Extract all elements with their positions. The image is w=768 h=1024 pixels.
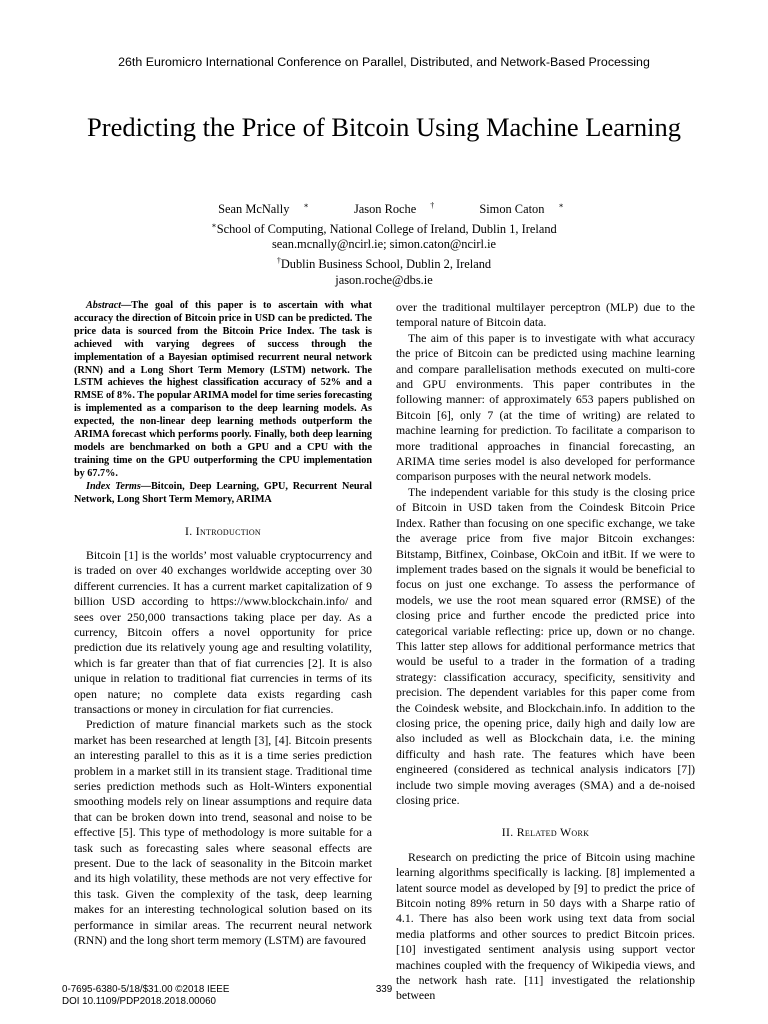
affiliation-2: †Dublin Business School, Dublin 2, Ireland <box>276 256 492 272</box>
right-column <box>396 300 695 1004</box>
section-heading-introduction: I. Introduction <box>184 523 262 538</box>
paragraph: The independent variable for this study is the closing price of Bitcoin in USD taken from the Coindesk Bitcoin Price Index. Rather than focusing on one specific exchange, we take the average price from five major Bitcoin exchanges: Bitstamp, Bitfinex, Coinbase, OkCoin and itBit. If we were to implement trades based on the signals it would be beneficial to focus on just one exchange. To assess the performance of models, we use the root mean squared error (RMSE) of the closing price and further encode the predicted price into categorical variable reflecting: price up, down or no change. This latter step allows for additional performance metrics that would be useful to a trader in the formation of a trading strategy: classification accuracy, specificity, sensitivity and precision. The dependent variables for this paper come from the Coindesk website, and Blockchain.info. In addition to the closing price, the opening price, daily high and daily low are also included as well as Blockchain data, i.e. the mining difficulty and hash rate. The features which have been engineered (considered as technical analysis indicators [7]) include two simple moving averages (SMA) and a de-noised closing price. <box>396 484 695 807</box>
emails-1: sean.mcnally@ncirl.ie; simon.caton@ncirl.ie <box>271 237 497 252</box>
copyright-line: 0-7695-6380-5/18/$31.00 ©2018 IEEE <box>62 984 230 995</box>
index-terms: Index Terms—Bitcoin, Deep Learning, GPU, Recurrent Neural Network, Long Short Term Memory, ARIMA <box>74 480 372 505</box>
paragraph: Bitcoin [1] is the worlds’ most valuable cryptocurrency and is traded on over 40 exchanges worldwide accepting over 30 different currencies. It has a current market capitalization of 9 billion USD according to https://www.blockchain.info/ and sees over 250,000 transactions taking place per day. As a currency, Bitcoin offers a novel opportunity for price prediction due its relatively young age and resulting volatility, which is far greater than that of fiat currencies [2]. It is also unique in relation to traditional fiat currencies in terms of its open nature; no complete data exists regarding cash transactions or money in circulation for fiat currencies. <box>74 547 372 716</box>
page-number: 339 <box>375 984 393 995</box>
paragraph: Research on predicting the price of Bitcoin using machine learning algorithms specifically is lacking. [8] implemented a latent source model as developed by [9] to predict the price of Bitcoin noting 89% return in 50 days with a Sharpe ratio of 4.1. There has also been work using text data from social media platforms and other sources to predict Bitcoin prices. [10] investigated sentiment analysis using support vector machines coupled with the frequency of Wikipedia views, and the network hash rate. [11] investigated the relationship between <box>396 849 695 1003</box>
author-names <box>0 198 768 218</box>
paragraph: The aim of this paper is to investigate with what accuracy the price of Bitcoin can be predicted using machine learning and compare parallelisation methods executed on multi-core and GPU environments. This paper contributes in the following manner: of approximately 653 papers published on Bitcoin [6], only 7 (at the time of writing) are related to machine learning for prediction. To facilitate a comparison to more traditional approaches in financial forecasting, an ARIMA time series model is also developed for performance comparison purposes with the neural network models. <box>396 330 695 484</box>
abstract: Abstract—The goal of this paper is to ascertain with what accuracy the direction of Bitcoin price in USD can be predicted. The price data is sourced from the Bitcoin Price Index. The task is achieved with varying degrees of success through the implementation of a Bayesian optimised recurrent neural network (RNN) and a Long Short Term Memory (LSTM) network. The LSTM achieves the highest classification accuracy of 52% and a RMSE of 8%. The popular ARIMA model for time series forecasting is implemented as a comparison to the deep learning models. As expected, the non-linear deep learning methods outperform the ARIMA forecast which performs poorly. Finally, both deep learning models are benchmarked on both a GPU and a CPU with the training time on the GPU outperforming the CPU implementation by 67.7%. <box>74 300 372 479</box>
author-block <box>0 198 768 288</box>
paragraph-continued: over the traditional multilayer perceptron (MLP) due to the temporal nature of Bitcoin data. <box>396 300 695 330</box>
doi-line: DOI 10.1109/PDP2018.2018.00060 <box>62 996 216 1007</box>
affiliation-1: ∗School of Computing, National College of Ireland, Dublin 1, Ireland <box>211 220 557 236</box>
author: Sean McNally ∗ <box>218 201 309 217</box>
section-heading-related-work: II. Related Work <box>501 825 590 840</box>
author: Simon Caton ∗ <box>479 201 564 217</box>
conference-header: 26th Euromicro International Conference on Parallel, Distributed, and Network-Based Processing <box>118 55 650 69</box>
author: Jason Roche † <box>353 201 435 217</box>
left-column <box>74 300 372 948</box>
paragraph: Prediction of mature financial markets such as the stock market has been researched at length [3], [4]. Bitcoin presents an interesting parallel to this as it is a time series prediction problem in a market still in its transient stage. Traditional time series prediction methods such as Holt-Winters exponential smoothing models rely on linear assumptions and require data that can be broken down into trend, seasonal and noise to be effective [5]. This type of methodology is more suitable for a task such as forecasting sales where seasonal effects are present. Due to the lack of seasonality in the Bitcoin market and its high volatility, these methods are not very effective for this task. Given the complexity of the task, deep learning makes for an interesting technological solution based on its performance in similar areas. The recurrent neural network (RNN) and the long short term memory (LSTM) are favoured <box>74 717 372 948</box>
email-2: jason.roche@dbs.ie <box>335 272 433 287</box>
paper-title: Predicting the Price of Bitcoin Using Machine Learning <box>87 112 681 142</box>
